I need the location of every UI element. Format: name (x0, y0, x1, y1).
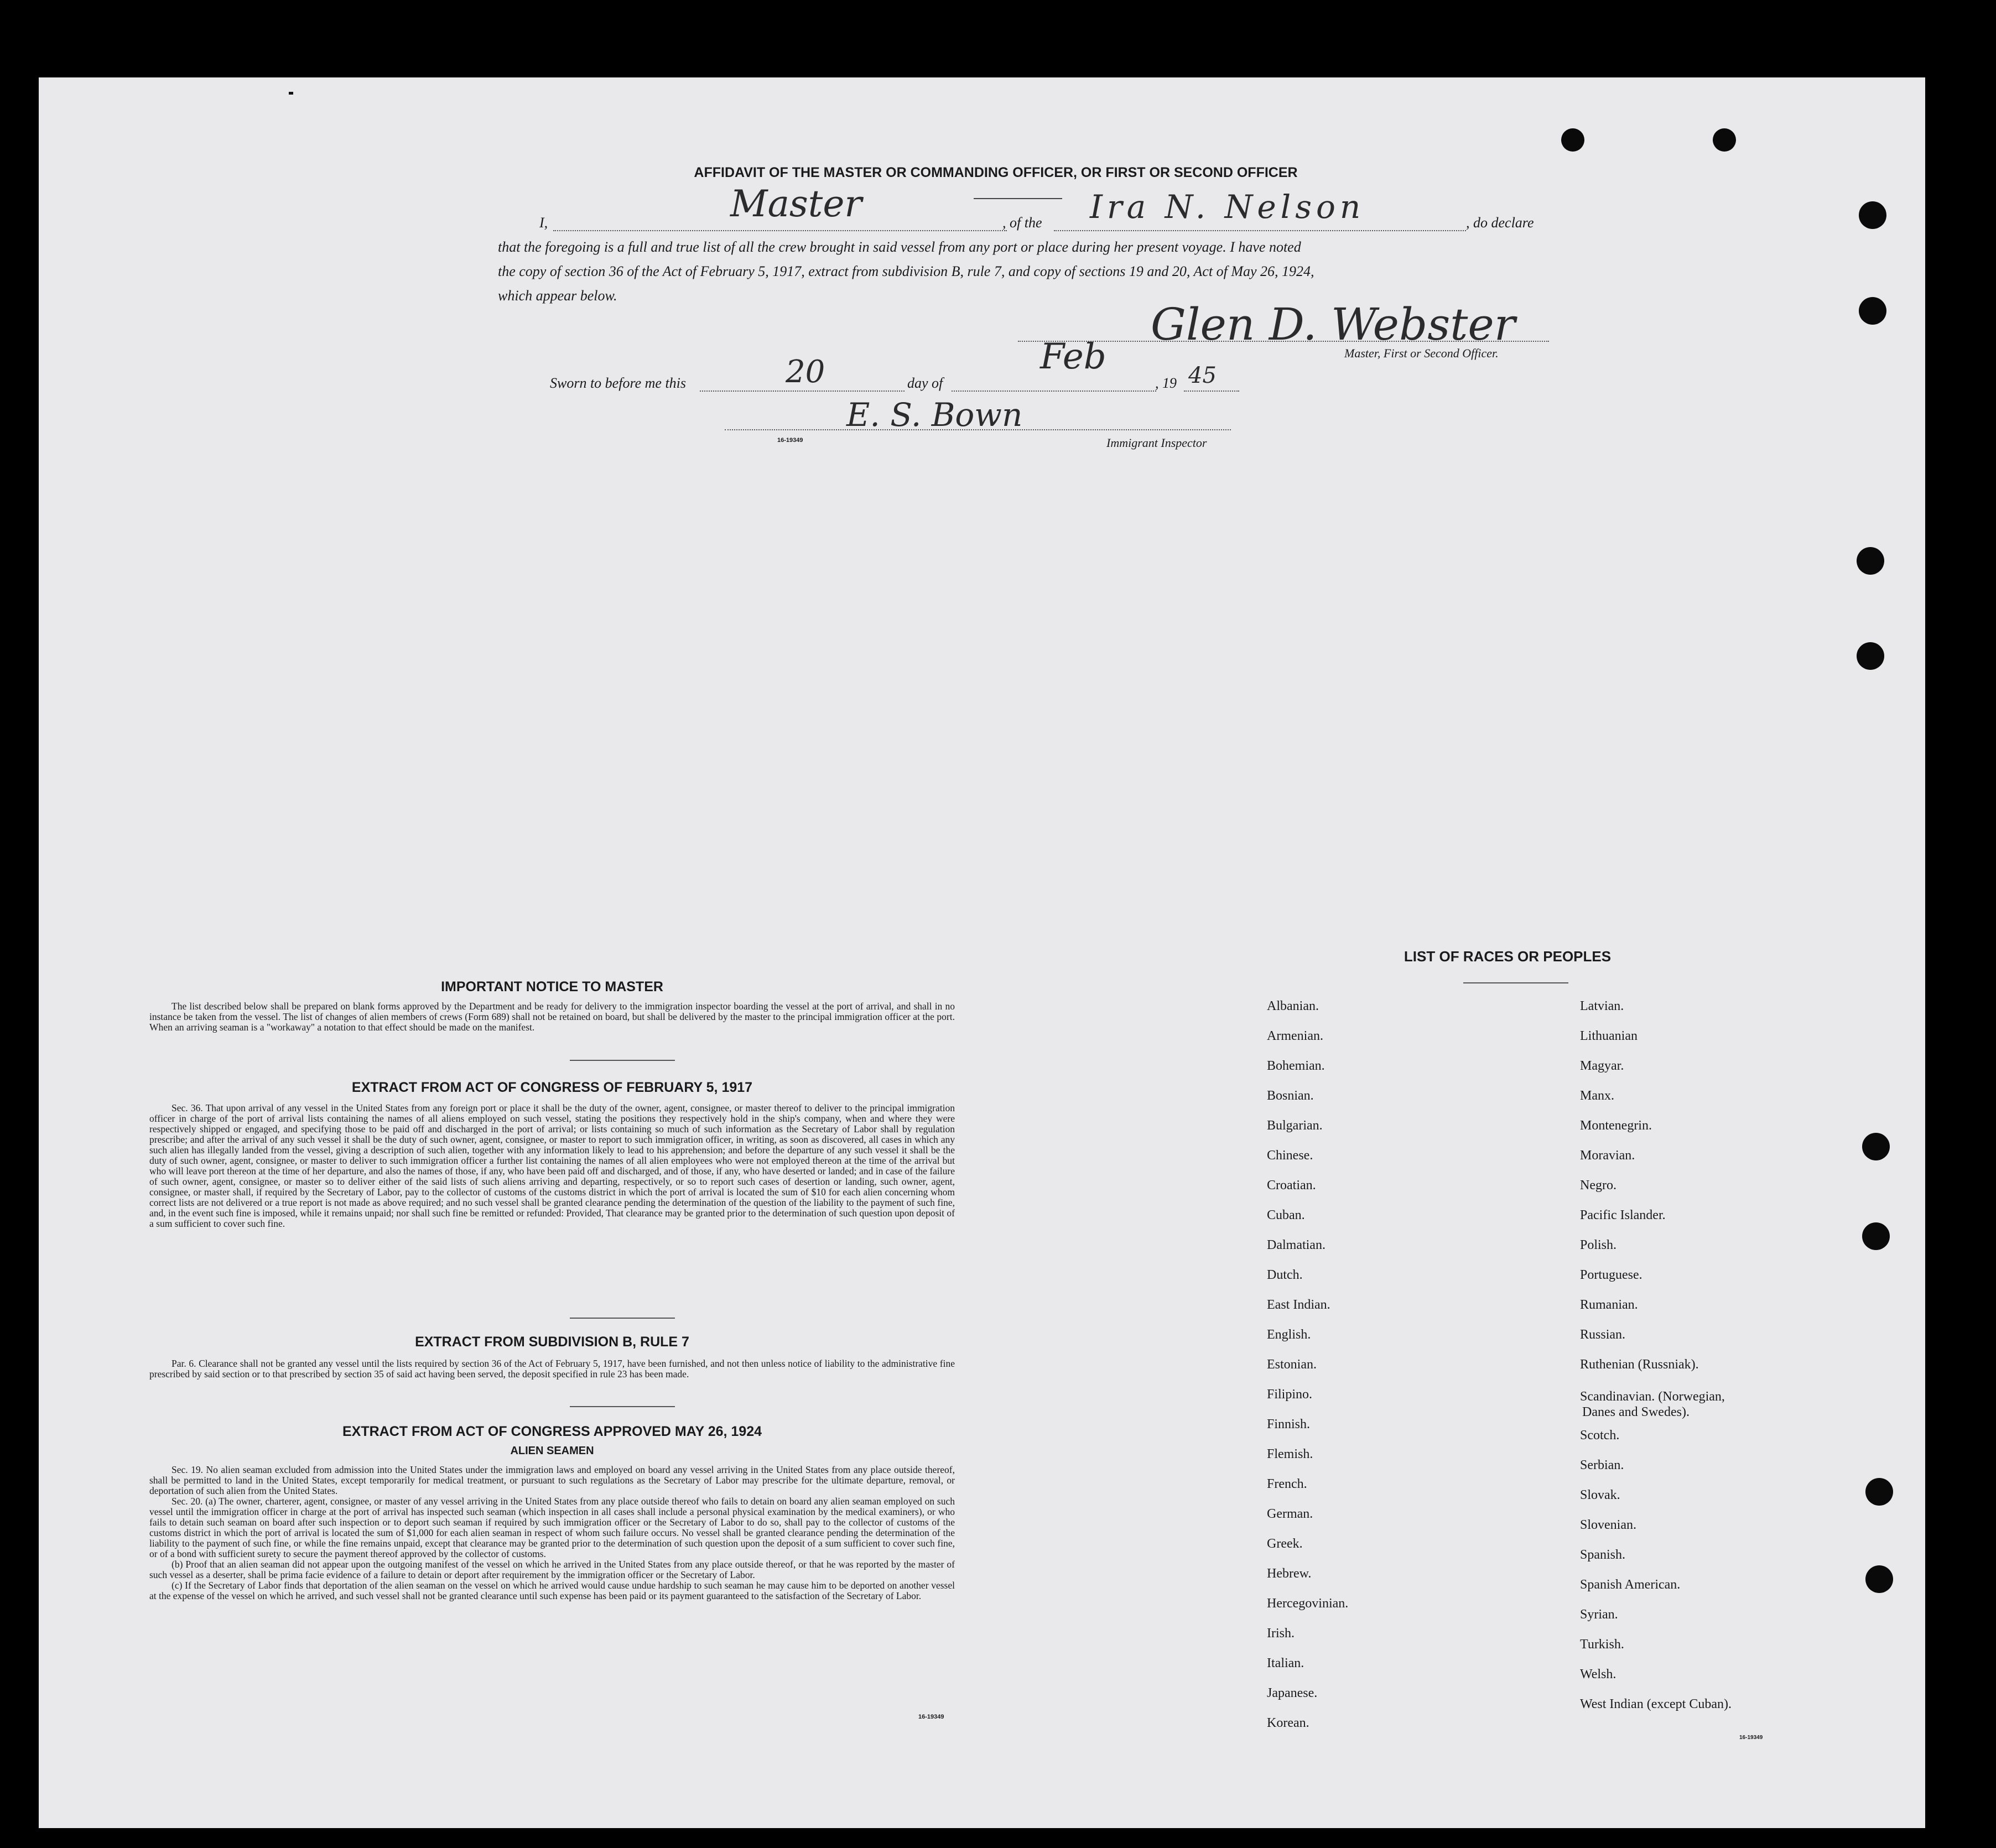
sworn-month-line (952, 391, 1156, 392)
race-item: Croatian. (1267, 1178, 1316, 1193)
inspector-signature-line (725, 429, 1231, 430)
race-item: Albanian. (1267, 999, 1319, 1013)
sworn-prefix: Sworn to before me this (550, 375, 687, 391)
race-item: Finnish. (1267, 1417, 1311, 1431)
separator (1463, 982, 1568, 983)
punch-hole (1862, 1133, 1890, 1160)
race-item: Bosnian. (1267, 1089, 1314, 1103)
race-item: Chinese. (1267, 1148, 1313, 1163)
notice-paragraph: The list described below shall be prepared on blank forms approved by the Department and be ready for delivery to the immigration inspector boarding the vessel at the port of arrival, and shall in no instance be taken from the vessel. The list of changes of alien members of crews (Form 689) shall not be retained on board, but shall be delivered by the master to the principal immigration officer at the port. When an arriving seaman is a "workaway" a notation to that effect should be made on the manifest. (149, 1001, 955, 1033)
race-item: Greek. (1267, 1537, 1303, 1551)
sworn-year-line (1184, 391, 1239, 392)
declaration-line-4: which appear below. (498, 288, 617, 304)
punch-hole (1862, 1222, 1890, 1250)
sworn-day-of: day of (907, 375, 943, 391)
race-item: Montenegrin. (1580, 1118, 1652, 1133)
race-item: Scotch. (1580, 1428, 1620, 1443)
race-item: Flemish. (1267, 1447, 1313, 1461)
extract-1924-text (149, 1465, 955, 1601)
rank-handwritten: Master (730, 183, 862, 225)
race-item: Spanish. (1580, 1548, 1626, 1562)
sec-20c-paragraph: (c) If the Secretary of Labor finds that deportation of the alien seaman on the vessel on which he arrived would cause undue hardship to such seaman he may cause him to be deported on another vessel at the expense of the vessel on which he arrived, and such vessel shall not be granted clearance until such expense has been paid or its payment guaranteed to the satisfaction of the Secretary of Labor. (149, 1580, 955, 1601)
rank-line (553, 230, 1007, 231)
race-item: Danes and Swedes). (1582, 1405, 1690, 1419)
race-item: Pacific Islander. (1580, 1208, 1666, 1222)
inspector-signature: E. S. Bown (846, 396, 1023, 434)
sworn-year-prefix: , 19 (1155, 375, 1177, 391)
rule-7-heading: EXTRACT FROM SUBDIVISION B, RULE 7 (415, 1334, 689, 1350)
race-item: Irish. (1267, 1626, 1295, 1641)
punch-hole (1857, 642, 1884, 670)
race-item: Moravian. (1580, 1148, 1635, 1163)
race-item: Japanese. (1267, 1686, 1318, 1700)
declaration-line-3: the copy of section 36 of the Act of February 5, 1917, extract from subdivision B, rule 7, and copy of sections 19 and 20, Act of May 26, 1924, (498, 263, 1314, 279)
race-item: Dutch. (1267, 1268, 1303, 1282)
separator (570, 1318, 675, 1319)
officer-caption: Master, First or Second Officer. (1344, 346, 1499, 360)
officer-signature: Glen D. Webster (1151, 299, 1515, 350)
par-6-paragraph: Par. 6. Clearance shall not be granted any vessel until the lists required by section 36 of the Act of February 5, 1917, have been furnished, and not then unless notice of liability to the administrative fine prescribed by said section or to that prescribed by section 35 of said act having been served, the deposit specified in rule 23 has been made. (149, 1358, 955, 1380)
race-item: Hebrew. (1267, 1566, 1312, 1581)
notice-heading: IMPORTANT NOTICE TO MASTER (441, 979, 663, 995)
form-number-right: 16-19349 (1739, 1735, 1763, 1741)
race-item: East Indian. (1267, 1298, 1330, 1312)
race-item: Serbian. (1580, 1458, 1624, 1472)
race-item: Slovenian. (1580, 1518, 1636, 1532)
race-item: Dalmatian. (1267, 1238, 1326, 1252)
race-item: Armenian. (1267, 1029, 1323, 1043)
sworn-day-line (700, 391, 905, 392)
sec-36-paragraph: Sec. 36. That upon arrival of any vessel in the United States from any foreign port or place it shall be the duty of the owner, agent, consignee, or master thereof to deliver to the principal immigration officer in charge of the port of arrival lists containing the names of all aliens employed on such vessel, stating the positions they respectively hold in the ship's company, when and where they were respectively shipped or engaged, and specifying those to be paid off and discharged in the port of arrival; or lists containing so much of such information as the Secretary of Labor shall by regulation prescribe; and after the arrival of any such vessel it shall be the duty of such owner, agent, consignee, or master to report to such immigration officer, in writing, as soon as discovered, all cases in which any such alien has illegally landed from the vessel, giving a description of such alien, together with any information likely to lead to his apprehension; and before the departure of any such vessel it shall be the duty of such owner, agent, consignee, or master to deliver to such immigration officer a further list containing the names of all alien employees who were not employed thereon at the time of the arrival but who will leave port thereon at the time of her departure, and also the names of those, if any, who have been paid off and discharged, and of those, if any, who have deserted or landed; and in case of the failure of such owner, agent, consignee, or master so to deliver either of the said lists of such aliens arriving and departing, respectively, or so to report such cases of desertion or landing, such owner, agent, consignee, or master shall, if required by the Secretary of Labor, pay to the collector of customs of the customs district in which the port of arrival is located the sum of $10 for each alien concerning whom correct lists are not delivered or a true report is not made as above required; and no such vessel shall be granted clearance pending the determination of the question of the liability to the payment of such fine, and, in the event such fine is imposed, while it remains unpaid; nor shall such fine be remitted or refunded: Provided, That clearance may be granted prior to the determination of such question upon deposit of a sum sufficient to cover such fine. (149, 1102, 955, 1229)
race-item: English. (1267, 1328, 1311, 1342)
sec-19-paragraph: Sec. 19. No alien seaman excluded from admission into the United States under the immigration laws and employed on board any vessel arriving in the United States from any place outside thereof, shall be permitted to land in the United States, except temporarily for medical treatment, or pursuant to such regulations as the Secretary of Labor may prescribe for the ultimate departure, removal, or deportation of such alien from the United States. (149, 1464, 955, 1496)
extract-1924-heading: EXTRACT FROM ACT OF CONGRESS APPROVED MAY 26, 1924 (342, 1424, 762, 1439)
race-item: Slovak. (1580, 1488, 1620, 1502)
race-item: French. (1267, 1477, 1307, 1491)
sec-20b-paragraph: (b) Proof that an alien seaman did not appear upon the outgoing manifest of the vessel on which he arrived in the United States from any place outside thereof, or that he was reported by the master of such vessel as a deserter, shall be prima facie evidence of a failure to detain or deport after requirement by the immigration officer or the Secretary of Labor. (149, 1559, 955, 1580)
punch-hole (1865, 1565, 1893, 1593)
notice-text (149, 1001, 955, 1033)
race-item: Syrian. (1580, 1607, 1618, 1622)
race-item: Bohemian. (1267, 1059, 1325, 1073)
race-item: Ruthenian (Russniak). (1580, 1357, 1699, 1372)
punch-hole (1713, 128, 1736, 152)
race-item: Bulgarian. (1267, 1118, 1323, 1133)
declaration-of-the: , of the (1002, 215, 1042, 231)
race-item: Welsh. (1580, 1667, 1616, 1682)
speck (289, 92, 293, 95)
race-item: Latvian. (1580, 999, 1624, 1013)
race-item: Russian. (1580, 1328, 1626, 1342)
vessel-line (1054, 230, 1466, 231)
vessel-name-handwritten: Ira N. Nelson (1090, 188, 1365, 226)
alien-seamen-subheading: ALIEN SEAMEN (510, 1445, 594, 1457)
race-item: West Indian (except Cuban). (1580, 1697, 1732, 1711)
declaration-end: , do declare (1466, 215, 1534, 231)
separator (570, 1060, 675, 1061)
race-item: Spanish American. (1580, 1578, 1681, 1592)
inspector-caption: Immigrant Inspector (1106, 436, 1207, 450)
form-number-left: 16-19349 (918, 1714, 944, 1720)
punch-hole (1865, 1478, 1893, 1506)
punch-hole (1859, 297, 1886, 325)
race-item: Lithuanian (1580, 1029, 1638, 1043)
overline (974, 198, 1062, 199)
punch-hole (1857, 547, 1884, 575)
extract-1917-text (149, 1103, 955, 1229)
sworn-day-handwritten: 20 (786, 354, 825, 390)
punch-hole (1859, 201, 1886, 229)
race-item: Cuban. (1267, 1208, 1305, 1222)
race-item: Portuguese. (1580, 1268, 1642, 1282)
races-heading: LIST OF RACES OR PEOPLES (1404, 948, 1612, 965)
punch-hole (1561, 128, 1584, 152)
race-item: Estonian. (1267, 1357, 1317, 1372)
extract-1917-heading: EXTRACT FROM ACT OF CONGRESS OF FEBRUARY 5, 1917 (351, 1080, 753, 1095)
declaration-line-2: that the foregoing is a full and true list of all the crew brought in said vessel from any port or place during her present voyage. I have noted (498, 239, 1301, 255)
affidavit-title: AFFIDAVIT OF THE MASTER OR COMMANDING OFFICER, OR FIRST OR SECOND OFFICER (694, 165, 1298, 180)
race-item: Polish. (1580, 1238, 1617, 1252)
declaration-i: I, (539, 215, 548, 231)
form-number-top: 16-19349 (777, 437, 803, 444)
separator (570, 1406, 675, 1407)
race-item: Negro. (1580, 1178, 1616, 1193)
race-item: Turkish. (1580, 1637, 1624, 1652)
race-item: Manx. (1580, 1089, 1614, 1103)
race-item: Scandinavian. (Norwegian, (1580, 1389, 1725, 1404)
sworn-month-handwritten: Feb (1040, 336, 1106, 377)
race-item: Filipino. (1267, 1387, 1313, 1402)
race-item: Korean. (1267, 1716, 1309, 1730)
race-item: Rumanian. (1580, 1298, 1638, 1312)
race-item: Magyar. (1580, 1059, 1624, 1073)
race-item: Italian. (1267, 1656, 1304, 1670)
sworn-year-handwritten: 45 (1188, 363, 1217, 388)
rule-7-text (149, 1358, 955, 1380)
race-item: German. (1267, 1507, 1313, 1521)
sec-20a-paragraph: Sec. 20. (a) The owner, charterer, agent, consignee, or master of any vessel arriving in the United States from any place outside thereof who fails to detain on board any alien seaman employed on such vessel until the immigration officer in charge at the port of arrival has inspected such seaman (which inspection in all cases shall include a personal physical examination by the medical examiners), or who fails to detain such seaman on board after such inspection or to deport such seaman if required by such immigration officer or the Secretary of Labor to do so, shall pay to the collector of customs of the customs district in which the port of arrival is located the sum of $1,000 for each alien seaman in respect of whom such failure occurs. No vessel shall be granted clearance pending the determination of the liability to the payment of such fine, or while the fine remains unpaid, except that clearance may be granted prior to the determination of such question upon the deposit of a sum sufficient to cover such fine, or of a bond with sufficient surety to secure the payment thereof approved by the collector of customs. (149, 1496, 955, 1559)
race-item: Hercegovinian. (1267, 1596, 1349, 1611)
